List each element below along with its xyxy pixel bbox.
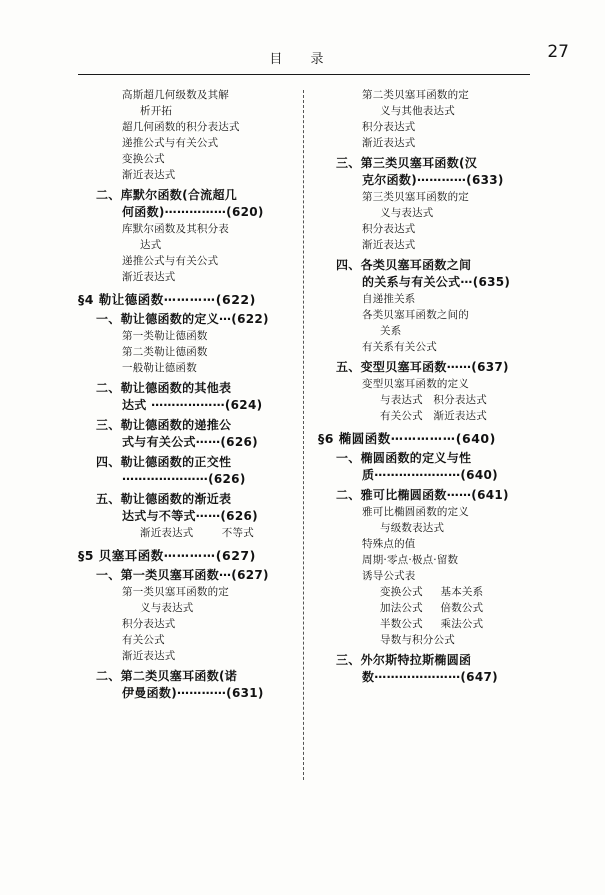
toc-left-entry: 三、勒让德函数的递推公 [96,418,232,432]
toc-right-entry: 关系 [380,325,402,337]
toc-right-entry: 与级数表达式 [380,522,445,534]
toc-left-entry: 渐近表达式 不等式 [140,527,254,539]
toc-right-entry: 的关系与有关公式⋯(635) [362,275,511,289]
toc-left-entry: 一、第一类贝塞耳函数⋯(627) [96,568,269,582]
toc-right-entry: 义与其他表达式 [380,105,455,117]
toc-right-entry: 一、椭圆函数的定义与性 [336,451,472,465]
toc-left-entry: 超几何函数的积分表达式 [122,121,240,133]
toc-left-entry: §4 勒让德函数⋯⋯⋯⋯(622) [78,292,256,307]
toc-left-entry: 库默尔函数及其积分表 [122,223,229,235]
toc-left-entry: 四、勒让德函数的正交性 [96,455,232,469]
toc-right-entry: 三、外尔斯特拉斯椭圆函 [336,653,472,667]
toc-right-entry: 与表达式 积分表达式 [380,394,487,406]
toc-right-entry: 积分表达式 [362,223,416,235]
toc-right-entry: 导数与积分公式 [380,634,455,646]
page-header [0,42,605,82]
toc-left-entry: 高斯超几何级数及其解 [122,89,229,101]
toc-right-entry: 二、雅可比椭圆函数⋯⋯(641) [336,488,509,502]
toc-right-entry: 质⋯⋯⋯⋯⋯⋯⋯(640) [362,468,498,482]
toc-right-entry: 雅可比椭圆函数的定义 [362,506,469,518]
spine-mark [6,800,16,870]
page-title: 目 录 [269,52,336,67]
toc-left-entry: 二、库默尔函数(合流超几 [96,188,238,202]
toc-right-entry: §6 椭圆函数⋯⋯⋯⋯⋯(640) [318,431,496,446]
page-number: 27 [547,42,569,62]
toc-left-entry: ⋯⋯⋯⋯⋯⋯⋯(626) [122,472,246,486]
toc-left-entry: 达式 [140,239,162,251]
toc-left-entry: 式与有关公式⋯⋯(626) [122,435,258,449]
toc-right-entry: 三、第三类贝塞耳函数(汉 [336,156,478,170]
toc-left-entry: 渐近表达式 [122,169,176,181]
toc-right-entry: 积分表达式 [362,121,416,133]
toc-right-entry: 各类贝塞耳函数之间的 [362,309,469,321]
toc-left-entry: 伊曼函数)⋯⋯⋯⋯(631) [122,686,264,700]
toc-right-entry: 自递推关系 [362,293,416,305]
toc-right-entry: 半数公式 乘法公式 [380,618,484,630]
toc-right-entry: 克尔函数)⋯⋯⋯⋯(633) [362,173,504,187]
toc-left-entry: 二、勒让德函数的其他表 [96,381,232,395]
toc-right-entry: 变换公式 基本关系 [380,586,484,598]
toc-right-entry: 特殊点的值 [362,538,416,550]
toc-right-entry: 四、各类贝塞耳函数之间 [336,258,472,272]
toc-left-entry: 何函数)⋯⋯⋯⋯⋯(620) [122,205,264,219]
toc-right-entry: 第二类贝塞耳函数的定 [362,89,469,101]
toc-left-entry: 渐近表达式 [122,650,176,662]
toc-left-entry: 二、第二类贝塞耳函数(诺 [96,669,238,683]
toc-right-entry: 渐近表达式 [362,239,416,251]
toc-right-entry: 有关系有关公式 [362,341,437,353]
column-divider [303,90,305,780]
toc-right-entry: 第三类贝塞耳函数的定 [362,191,469,203]
toc-left-entry: 析开拓 [140,105,173,117]
toc-right-entry: 变型贝塞耳函数的定义 [362,378,469,390]
toc-right-entry: 周期·零点·极点·留数 [362,554,459,566]
toc-left-entry: §5 贝塞耳函数⋯⋯⋯⋯(627) [78,548,256,563]
toc-column-left [78,88,290,788]
toc-right-entry: 五、变型贝塞耳函数⋯⋯(637) [336,360,509,374]
toc-left-entry: 第一类勒让德函数 [122,330,208,342]
toc-left-entry: 达式 ⋯⋯⋯⋯⋯⋯(624) [122,398,263,412]
toc-left-entry: 一、勒让德函数的定义⋯(622) [96,312,269,326]
toc-left-entry: 第二类勒让德函数 [122,346,208,358]
toc-right-entry: 渐近表达式 [362,137,416,149]
toc-left-entry: 达式与不等式⋯⋯(626) [122,509,258,523]
toc-left-entry: 变换公式 [122,153,165,165]
toc-left-entry: 义与表达式 [140,602,194,614]
toc-left-entry: 渐近表达式 [122,271,176,283]
toc-right-entry: 义与表达式 [380,207,434,219]
toc-left-entry: 一般勒让德函数 [122,362,197,374]
toc-left-entry: 递推公式与有关公式 [122,255,219,267]
toc-right-entry: 数⋯⋯⋯⋯⋯⋯⋯(647) [362,670,498,684]
toc-left-entry: 有关公式 [122,634,165,646]
toc-left-entry: 递推公式与有关公式 [122,137,219,149]
toc-left-entry: 第一类贝塞耳函数的定 [122,586,229,598]
toc-left-entry: 五、勒让德函数的渐近表 [96,492,232,506]
toc-left-entry: 积分表达式 [122,618,176,630]
toc-right-entry: 诱导公式表 [362,570,416,582]
toc-columns [78,88,530,788]
toc-right-entry: 有关公式 渐近表达式 [380,410,487,422]
header-divider-rule [78,74,530,75]
toc-right-entry: 加法公式 倍数公式 [380,602,484,614]
toc-column-right [318,88,530,788]
